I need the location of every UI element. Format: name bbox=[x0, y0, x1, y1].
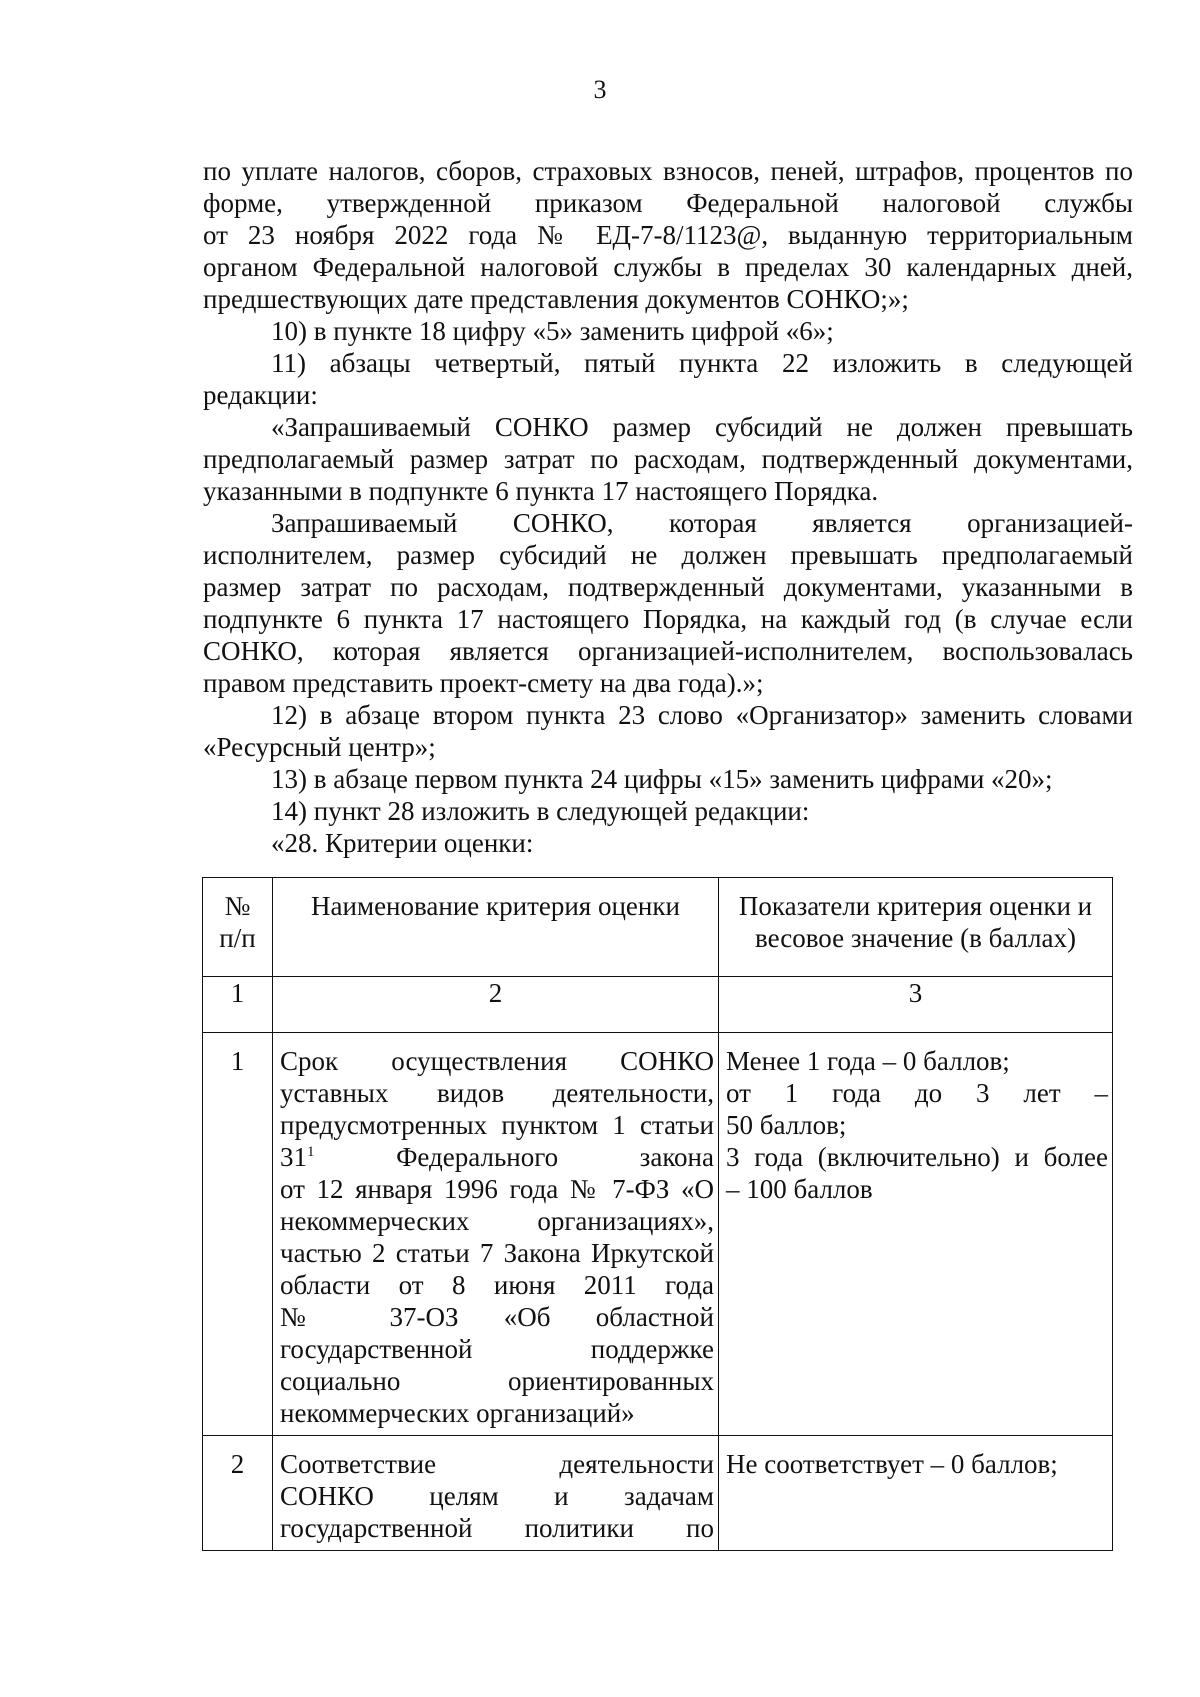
cell-line: некоммерческих организациях», bbox=[280, 1206, 714, 1236]
text-line: органом Федеральной налоговой службы в пределах 30 календарных дней, bbox=[203, 252, 1133, 282]
cell-line: некоммерческих организаций» bbox=[280, 1398, 635, 1428]
text-line: по уплате налогов, сборов, страховых взносов, пеней, штрафов, процентов по bbox=[203, 156, 1133, 186]
cell-line: – 100 баллов bbox=[726, 1174, 873, 1204]
cell-line bbox=[280, 1141, 714, 1173]
column-number: 2 bbox=[273, 977, 719, 1033]
cell-line: 50 баллов; bbox=[726, 1110, 847, 1140]
text-line: СОНКО, которая является организацией-исполнителем, воспользовалась bbox=[203, 636, 1133, 666]
superscript: 1 bbox=[307, 1144, 315, 1160]
body-text bbox=[203, 155, 1133, 859]
column-number: 3 bbox=[719, 977, 1113, 1033]
text-line: правом представить проект-смету на два года).»; bbox=[203, 668, 764, 698]
text-line: указанными в подпункте 6 пункта 17 настоящего Порядка. bbox=[203, 476, 879, 506]
column-number: 1 bbox=[203, 977, 273, 1033]
cell-line: Не соответствует – 0 баллов; bbox=[726, 1449, 1058, 1479]
header-indicators-line: весовое значение (в баллах) bbox=[755, 923, 1076, 953]
cell-line: 3 года (включительно) и более bbox=[726, 1142, 1108, 1172]
header-number bbox=[203, 878, 273, 977]
cell-text: Федерального закона bbox=[396, 1142, 714, 1172]
header-number-line: № bbox=[224, 891, 251, 921]
text-line: форме, утвержденной приказом Федеральной налоговой службы bbox=[203, 188, 1133, 218]
cell-line: СОНКО целям и задачам bbox=[280, 1481, 714, 1511]
text-line: 13) в абзаце первом пункта 24 цифры «15» заменить цифрами «20»; bbox=[271, 764, 1053, 794]
header-indicators-line: Показатели критерия оценки и bbox=[738, 891, 1093, 921]
table-row bbox=[203, 1436, 1113, 1551]
text-line: редакции: bbox=[203, 380, 318, 410]
cell-line: государственной поддержке bbox=[280, 1334, 714, 1364]
text-line: от 23 ноября 2022 года № ЕД-7-8/1123@, выданную территориальным bbox=[203, 220, 1133, 250]
text-line: 11) абзацы четвертый, пятый пункта 22 изложить в следующей bbox=[271, 348, 1133, 378]
header-criterion-line: Наименование критерия оценки bbox=[311, 891, 680, 921]
cell-line: уставных видов деятельности, bbox=[280, 1078, 714, 1108]
text-line: предшествующих дате представления документов СОНКО;»; bbox=[203, 284, 909, 314]
cell-line: Соответствие деятельности bbox=[280, 1449, 714, 1479]
indicator-cell bbox=[719, 1033, 1113, 1436]
cell-line: предусмотренных пунктом 1 статьи bbox=[280, 1110, 714, 1140]
header-indicators bbox=[719, 878, 1113, 977]
cell-line: от 12 января 1996 года № 7-ФЗ «О bbox=[280, 1174, 714, 1204]
text-line: 14) пункт 28 изложить в следующей редакции: bbox=[271, 796, 810, 826]
criterion-cell bbox=[273, 1033, 719, 1436]
text-line: предполагаемый размер затрат по расходам, подтвержденный документами, bbox=[203, 444, 1133, 474]
text-line: 10) в пункте 18 цифру «5» заменить цифрой «6»; bbox=[271, 316, 834, 346]
cell-line: социально ориентированных bbox=[280, 1366, 714, 1396]
text-line: Запрашиваемый СОНКО, которая является организацией- bbox=[271, 508, 1133, 538]
cell-line: области от 8 июня 2011 года bbox=[280, 1270, 714, 1300]
cell-line: государственной политики по bbox=[280, 1513, 714, 1543]
header-number-line: п/п bbox=[219, 923, 256, 953]
text-line: «Запрашиваемый СОНКО размер субсидий не должен превышать bbox=[271, 412, 1133, 442]
page-number: 3 bbox=[593, 75, 607, 104]
criterion-cell bbox=[273, 1436, 719, 1551]
table-header-row bbox=[203, 878, 1113, 977]
cell-line: № 37-ОЗ «Об областной bbox=[280, 1302, 714, 1332]
cell-line: от 1 года до 3 лет – bbox=[726, 1078, 1108, 1108]
criteria-table bbox=[202, 877, 1113, 1551]
table-numbering-row bbox=[203, 977, 1113, 1033]
cell-line: Срок осуществления СОНКО bbox=[280, 1046, 714, 1076]
text-line: подпункте 6 пункта 17 настоящего Порядка, на каждый год (в случае если bbox=[203, 604, 1133, 634]
header-criterion bbox=[273, 878, 719, 977]
text-line: исполнителем, размер субсидий не должен превышать предполагаемый bbox=[203, 540, 1133, 570]
text-line: 12) в абзаце втором пункта 23 слово «Организатор» заменить словами bbox=[271, 700, 1133, 730]
table-row bbox=[203, 1033, 1113, 1436]
indicator-cell bbox=[719, 1436, 1113, 1551]
text-line: размер затрат по расходам, подтвержденный документами, указанными в bbox=[203, 572, 1133, 602]
text-line: «28. Критерии оценки: bbox=[271, 828, 534, 858]
row-number: 1 bbox=[203, 1033, 273, 1436]
text-line: «Ресурсный центр»; bbox=[203, 732, 436, 762]
cell-line: Менее 1 года – 0 баллов; bbox=[726, 1046, 1010, 1076]
cell-text: 31 bbox=[280, 1142, 307, 1172]
cell-line: частью 2 статьи 7 Закона Иркутской bbox=[280, 1238, 714, 1268]
row-number: 2 bbox=[203, 1436, 273, 1551]
